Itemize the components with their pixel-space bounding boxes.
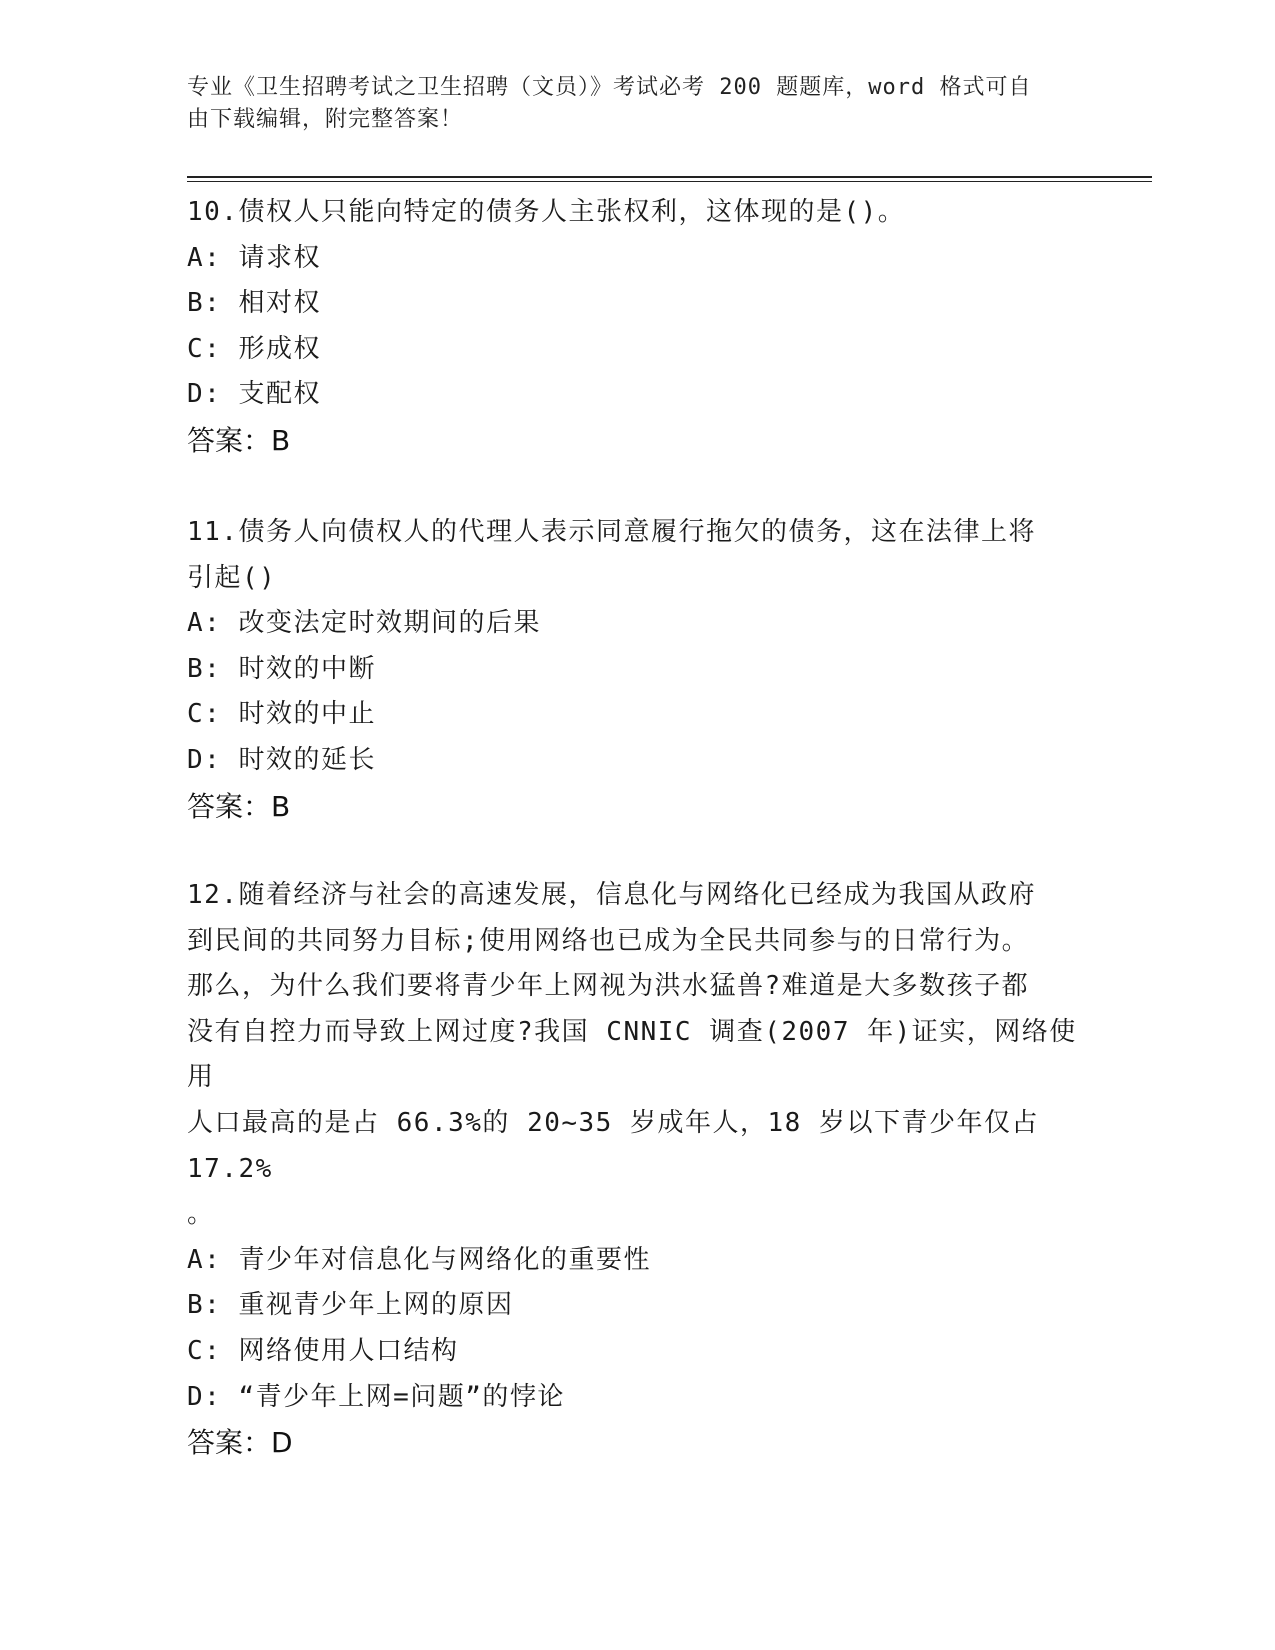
question-stem-line: 引起() bbox=[187, 562, 277, 593]
option-b: B: 重视青少年上网的原因 bbox=[187, 1290, 514, 1321]
question-stem-line: 没有自控力而导致上网过度?我国 CNNIC 调查(2007 年)证实，网络使用 bbox=[187, 1016, 1077, 1093]
question-12 bbox=[187, 873, 1087, 1466]
question-stem-line: 12.随着经济与社会的高速发展，信息化与网络化已经成为我国从政府 bbox=[187, 880, 1036, 910]
option-d: D: 时效的延长 bbox=[187, 744, 376, 775]
question-stem-line: 到民间的共同努力目标;使用网络也已成为全民共同参与的日常行为。 bbox=[187, 925, 1030, 956]
question-stem-line: 那么，为什么我们要将青少年上网视为洪水猛兽?难道是大多数孩子都 bbox=[187, 971, 1030, 1002]
question-stem: 10.债权人只能向特定的债务人主张权利，这体现的是()。 bbox=[187, 197, 906, 227]
option-b: B: 相对权 bbox=[187, 288, 321, 319]
option-d: D: “青少年上网=问题”的悖论 bbox=[187, 1381, 565, 1412]
header-divider-thick bbox=[187, 176, 1152, 178]
answer-line: 答案：B bbox=[187, 789, 291, 823]
question-10 bbox=[187, 190, 1087, 464]
answer-line: 答案：B bbox=[187, 423, 291, 457]
option-a: A: 青少年对信息化与网络化的重要性 bbox=[187, 1244, 651, 1275]
question-stem-line: 11.债务人向债权人的代理人表示同意履行拖欠的债务，这在法律上将 bbox=[187, 517, 1036, 547]
answer-line: 答案：D bbox=[187, 1426, 293, 1460]
question-stem-line: 人口最高的是占 66.3%的 20~35 岁成年人，18 岁以下青少年仅占 17.2% bbox=[187, 1107, 1039, 1184]
option-c: C: 网络使用人口结构 bbox=[187, 1335, 459, 1366]
option-a: A: 改变法定时效期间的后果 bbox=[187, 608, 541, 639]
question-11 bbox=[187, 510, 1087, 829]
option-a: A: 请求权 bbox=[187, 242, 321, 273]
option-c: C: 时效的中止 bbox=[187, 699, 376, 730]
option-b: B: 时效的中断 bbox=[187, 653, 376, 684]
header-line-1: 专业《卫生招聘考试之卫生招聘（文员）》考试必考 200 题题库，word 格式可自 bbox=[187, 75, 1032, 100]
option-d: D: 支配权 bbox=[187, 379, 321, 410]
option-c: C: 形成权 bbox=[187, 333, 321, 364]
header-line-2: 由下载编辑，附完整答案！ bbox=[187, 107, 464, 132]
question-stem-line: 。 bbox=[187, 1199, 215, 1230]
header-divider-thin bbox=[187, 181, 1152, 182]
document-header bbox=[187, 72, 1087, 136]
